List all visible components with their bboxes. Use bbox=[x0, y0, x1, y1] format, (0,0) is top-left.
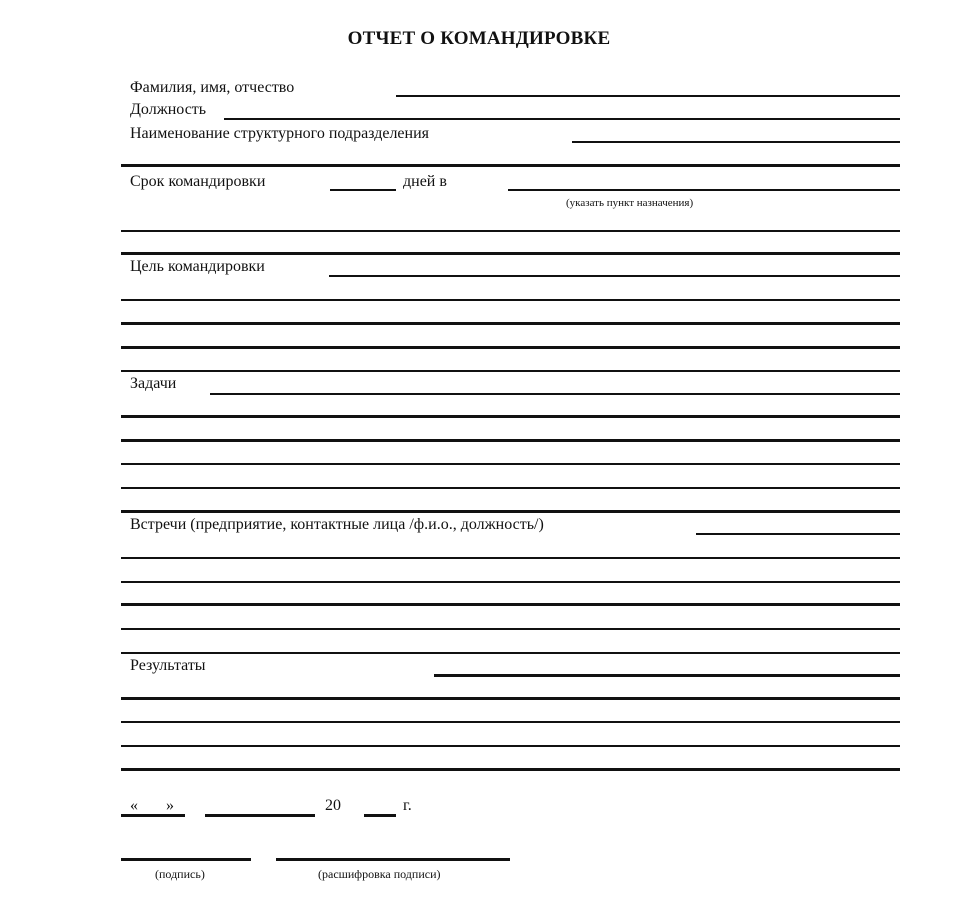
days-in-label: дней в bbox=[403, 173, 447, 190]
section-divider bbox=[121, 252, 900, 255]
signature-field[interactable] bbox=[121, 858, 251, 861]
meetings-label: Встречи (предприятие, контактные лица /ф.и.о., должность/) bbox=[130, 516, 544, 533]
meetings-field[interactable] bbox=[696, 533, 900, 535]
duration-days-field[interactable] bbox=[330, 189, 396, 191]
department-field[interactable] bbox=[572, 141, 900, 143]
purpose-field-line-2[interactable] bbox=[121, 299, 900, 301]
meetings-field-line-5[interactable] bbox=[121, 628, 900, 630]
tasks-field[interactable] bbox=[210, 393, 900, 395]
tasks-field-line-3[interactable] bbox=[121, 439, 900, 442]
results-field[interactable] bbox=[434, 674, 900, 677]
page-title: ОТЧЕТ О КОМАНДИРОВКЕ bbox=[347, 28, 611, 49]
destination-field[interactable] bbox=[508, 189, 900, 191]
tasks-field-line-4[interactable] bbox=[121, 463, 900, 465]
department-field-line-2[interactable] bbox=[121, 164, 900, 167]
tasks-label: Задачи bbox=[130, 375, 177, 392]
results-field-line-3[interactable] bbox=[121, 721, 900, 723]
results-field-line-2[interactable] bbox=[121, 697, 900, 700]
date-close-quote: » bbox=[166, 797, 174, 814]
position-label: Должность bbox=[130, 101, 207, 118]
destination-hint: (указать пункт назначения) bbox=[566, 197, 694, 209]
purpose-field[interactable] bbox=[329, 275, 900, 277]
tasks-field-line-5[interactable] bbox=[121, 487, 900, 489]
purpose-label: Цель командировки bbox=[130, 258, 265, 275]
date-day-field[interactable] bbox=[121, 814, 185, 817]
destination-field-line-2[interactable] bbox=[121, 230, 900, 232]
signature-transcript-hint: (расшифровка подписи) bbox=[318, 867, 441, 881]
section-divider bbox=[121, 510, 900, 513]
meetings-field-line-3[interactable] bbox=[121, 581, 900, 583]
date-month-field[interactable] bbox=[205, 814, 315, 817]
department-label: Наименование структурного подразделения bbox=[130, 125, 430, 142]
results-label: Результаты bbox=[130, 657, 206, 674]
date-year-field[interactable] bbox=[364, 814, 396, 817]
tasks-field-line-2[interactable] bbox=[121, 415, 900, 418]
meetings-field-line-6[interactable] bbox=[121, 652, 900, 654]
position-field[interactable] bbox=[224, 118, 900, 120]
purpose-field-line-3[interactable] bbox=[121, 322, 900, 325]
full-name-field[interactable] bbox=[396, 95, 900, 97]
date-open-quote: « bbox=[130, 797, 138, 814]
purpose-field-line-5[interactable] bbox=[121, 370, 900, 372]
full-name-label: Фамилия, имя, отчество bbox=[130, 79, 295, 96]
purpose-field-line-4[interactable] bbox=[121, 346, 900, 349]
results-field-line-4[interactable] bbox=[121, 745, 900, 747]
date-year-prefix: 20 bbox=[325, 797, 341, 814]
meetings-field-line-2[interactable] bbox=[121, 557, 900, 559]
signature-hint: (подпись) bbox=[155, 867, 205, 881]
date-year-suffix: г. bbox=[403, 797, 412, 814]
duration-label: Срок командировки bbox=[130, 173, 266, 190]
results-field-line-5[interactable] bbox=[121, 768, 900, 771]
meetings-field-line-4[interactable] bbox=[121, 603, 900, 606]
signature-transcript-field[interactable] bbox=[276, 858, 510, 861]
